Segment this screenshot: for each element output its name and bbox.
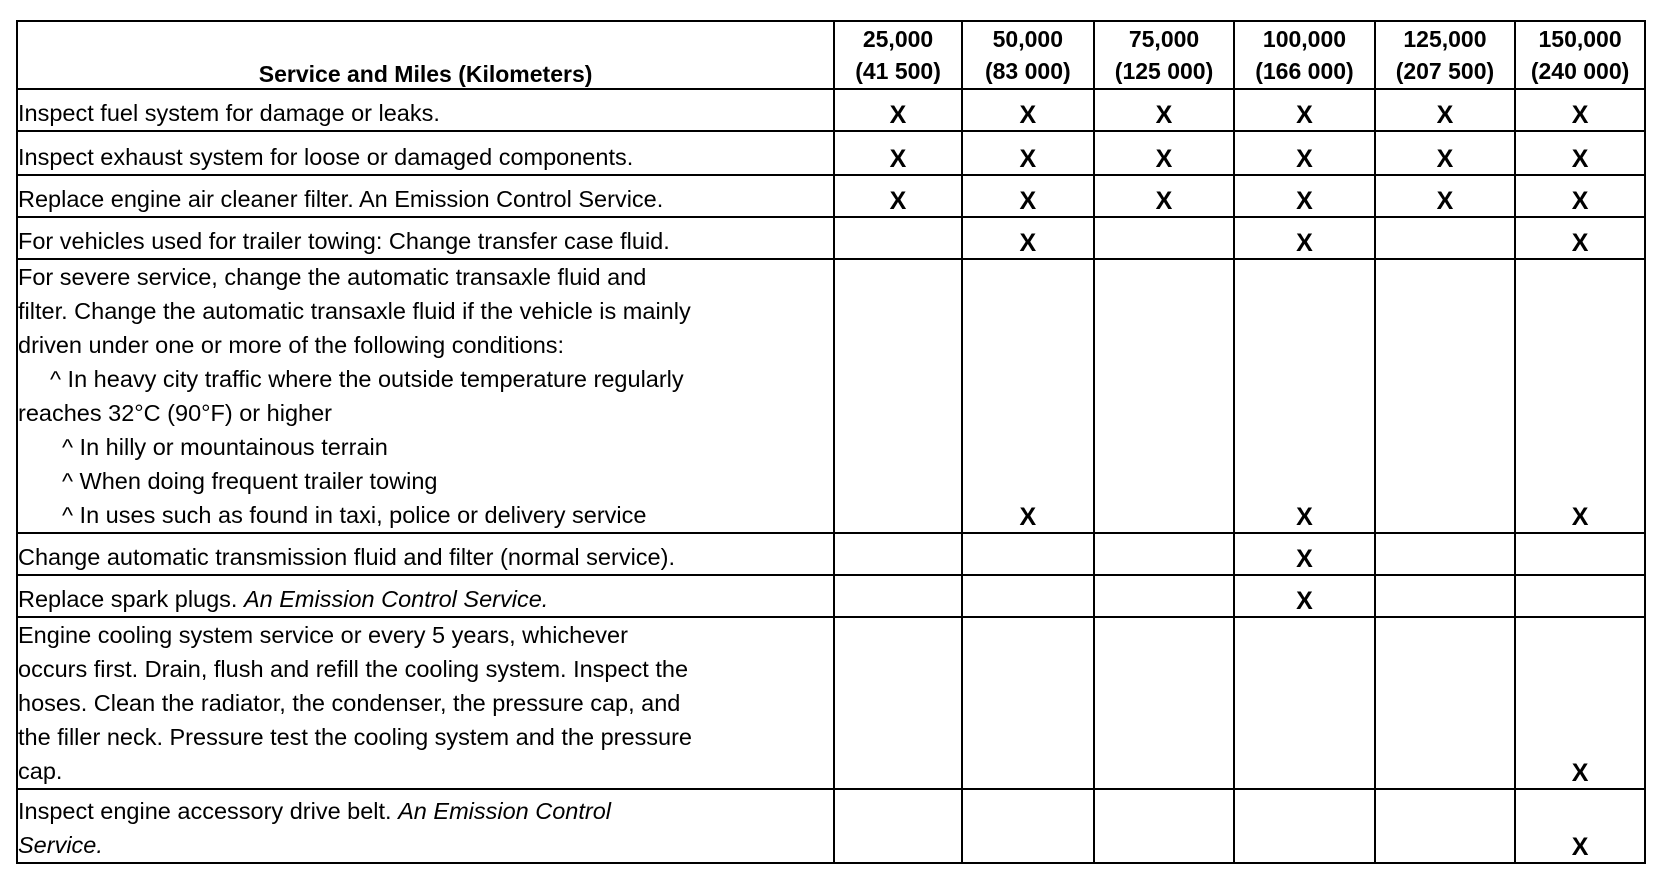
interval-header-75000 [1094, 21, 1234, 89]
service-mark: X [962, 175, 1094, 217]
interval-header-125000 [1375, 21, 1515, 89]
service-description [17, 789, 834, 863]
service-mark [1375, 789, 1515, 863]
service-mark: X [1515, 217, 1645, 259]
interval-miles: 125,000 [1403, 26, 1487, 52]
service-mark [1094, 533, 1234, 575]
service-mark: X [1515, 789, 1645, 863]
interval-header-100000 [1234, 21, 1374, 89]
service-description [17, 175, 834, 217]
service-description [17, 533, 834, 575]
service-mark: X [1234, 533, 1374, 575]
service-mark [1515, 575, 1645, 617]
description-text: Replace spark plugs. [18, 586, 238, 612]
description-line: For severe service, change the automatic transaxle fluid and [18, 264, 647, 290]
service-mark [1234, 789, 1374, 863]
service-mark [962, 575, 1094, 617]
description-line [18, 828, 833, 862]
description-line: Inspect exhaust system for loose or damaged components. [18, 144, 634, 170]
condition-bullet: ^ In heavy city traffic where the outside temperature regularly [50, 366, 684, 392]
service-mark: X [1515, 89, 1645, 131]
service-description [17, 575, 834, 617]
description-line: filter. Change the automatic transaxle fluid if the vehicle is mainly [18, 298, 691, 324]
service-description [17, 131, 834, 175]
description-text: Inspect engine accessory drive belt. [18, 798, 392, 824]
service-mark [1375, 533, 1515, 575]
service-mark [834, 617, 962, 789]
service-mark [1375, 575, 1515, 617]
service-mark: X [1515, 617, 1645, 789]
condition-bullet: ^ When doing frequent trailer towing [62, 468, 438, 494]
description-line: Inspect fuel system for damage or leaks. [18, 100, 440, 126]
description-line: occurs first. Drain, flush and refill the cooling system. Inspect the [18, 656, 689, 682]
service-mark [962, 789, 1094, 863]
service-mark: X [1515, 131, 1645, 175]
interval-header-150000 [1515, 21, 1645, 89]
service-description [17, 259, 834, 533]
service-mark [962, 533, 1094, 575]
service-mark: X [1234, 217, 1374, 259]
interval-km: (207 500) [1395, 58, 1495, 84]
service-mark [1375, 617, 1515, 789]
description-line [18, 794, 833, 828]
description-line [18, 582, 833, 616]
service-mark: X [1234, 89, 1374, 131]
table-row [17, 131, 1645, 175]
service-mark [1515, 533, 1645, 575]
table-row [17, 89, 1645, 131]
service-mark: X [962, 89, 1094, 131]
service-mark: X [1234, 259, 1374, 533]
service-mark: X [1515, 175, 1645, 217]
service-mark: X [1375, 89, 1515, 131]
description-line: driven under one or more of the following conditions: [18, 332, 565, 358]
table-row [17, 789, 1645, 863]
interval-miles: 25,000 [862, 26, 934, 52]
service-mark [834, 789, 962, 863]
interval-km: (240 000) [1530, 58, 1630, 84]
service-mark [1094, 217, 1234, 259]
service-mark [834, 217, 962, 259]
emission-control-note: Service. [18, 832, 103, 858]
service-mark [834, 259, 962, 533]
interval-header-50000 [962, 21, 1094, 89]
service-mark [1094, 617, 1234, 789]
table-row [17, 175, 1645, 217]
service-description [17, 617, 834, 789]
service-mark [1094, 789, 1234, 863]
interval-km: (41 500) [855, 58, 941, 84]
description-line: cap. [18, 758, 63, 784]
description-line: Replace engine air cleaner filter. An Emission Control Service. [18, 186, 664, 212]
table-row [17, 259, 1645, 533]
description-line: Engine cooling system service or every 5 years, whichever [18, 622, 628, 648]
service-mark: X [834, 131, 962, 175]
condition-bullet: ^ In hilly or mountainous terrain [62, 434, 388, 460]
interval-header-25000 [834, 21, 962, 89]
service-mark: X [1094, 175, 1234, 217]
table-row [17, 533, 1645, 575]
interval-km: (166 000) [1255, 58, 1354, 84]
service-mark [1375, 259, 1515, 533]
service-mark: X [834, 89, 962, 131]
service-column-header: Service and Miles (Kilometers) [17, 21, 834, 89]
service-mark [962, 617, 1094, 789]
service-mark [1234, 617, 1374, 789]
service-mark [834, 533, 962, 575]
condition-bullet: ^ In uses such as found in taxi, police or delivery service [62, 502, 647, 528]
description-line: reaches 32°C (90°F) or higher [18, 400, 332, 426]
table-row [17, 217, 1645, 259]
description-line: the filler neck. Pressure test the cooling system and the pressure [18, 724, 692, 750]
service-mark [1375, 217, 1515, 259]
maintenance-schedule-table [16, 20, 1646, 864]
service-description [17, 89, 834, 131]
interval-km: (125 000) [1114, 58, 1214, 84]
service-description [17, 217, 834, 259]
service-mark [1094, 575, 1234, 617]
description-line: hoses. Clean the radiator, the condenser, the pressure cap, and [18, 690, 681, 716]
description-line: Change automatic transmission fluid and filter (normal service). [18, 544, 675, 570]
interval-miles: 100,000 [1262, 26, 1347, 52]
service-mark: X [834, 175, 962, 217]
table-row [17, 575, 1645, 617]
service-mark: X [1234, 575, 1374, 617]
service-mark: X [962, 259, 1094, 533]
service-mark [834, 575, 962, 617]
service-mark: X [1515, 259, 1645, 533]
interval-miles: 150,000 [1538, 26, 1622, 52]
table-row [17, 617, 1645, 789]
interval-km: (83 000) [984, 58, 1071, 84]
service-mark: X [1094, 131, 1234, 175]
service-mark: X [1375, 131, 1515, 175]
service-mark: X [962, 217, 1094, 259]
service-mark [1094, 259, 1234, 533]
service-mark: X [1375, 175, 1515, 217]
interval-miles: 50,000 [992, 26, 1063, 52]
service-mark: X [1234, 175, 1374, 217]
emission-control-note: An Emission Control [398, 798, 612, 824]
service-mark: X [962, 131, 1094, 175]
description-line: For vehicles used for trailer towing: Change transfer case fluid. [18, 228, 670, 254]
interval-miles: 75,000 [1128, 26, 1200, 52]
emission-control-note: An Emission Control Service. [243, 586, 549, 612]
service-mark: X [1234, 131, 1374, 175]
service-mark: X [1094, 89, 1234, 131]
header-row [17, 21, 1645, 89]
